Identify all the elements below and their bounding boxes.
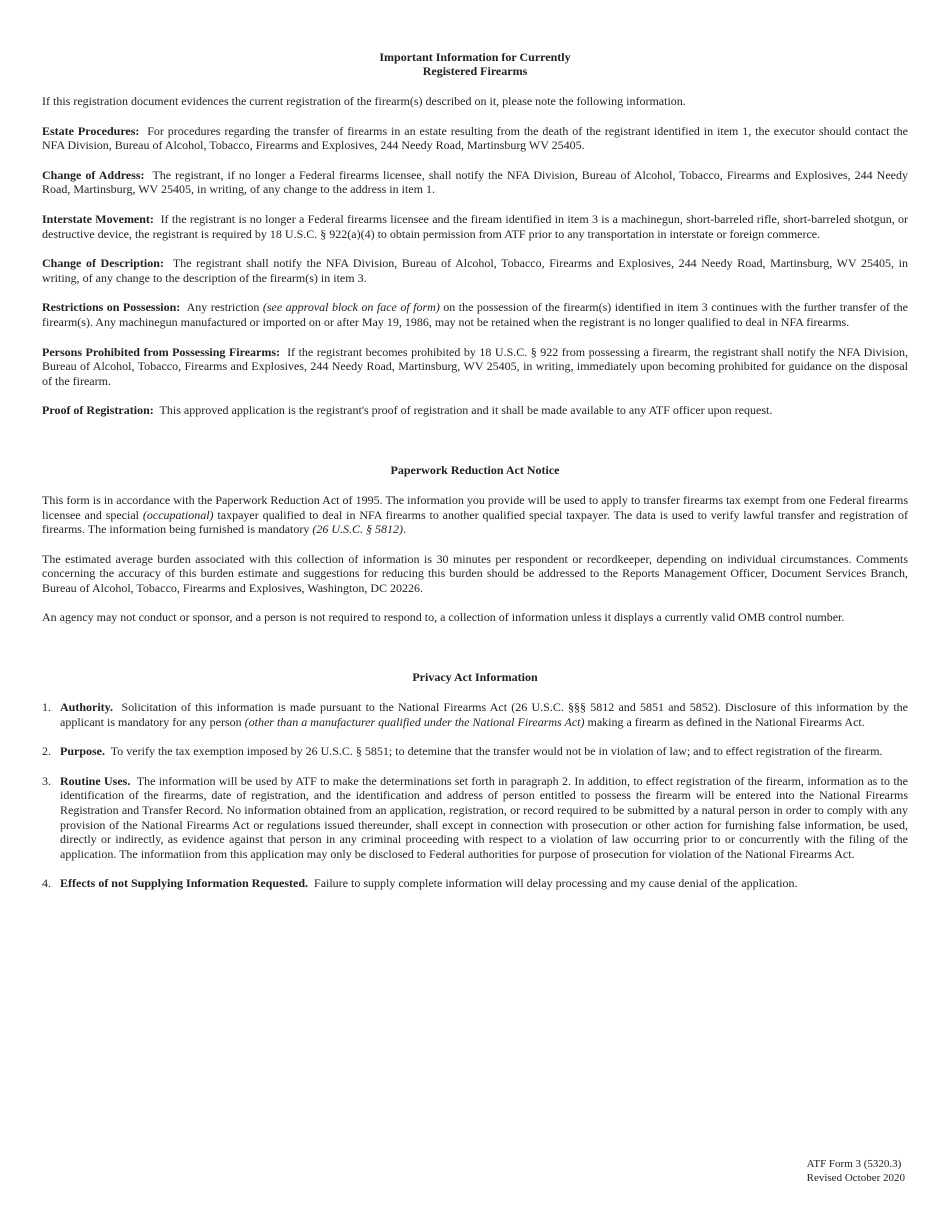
revision-date: Revised October 2020 bbox=[806, 1171, 905, 1184]
interstate-movement-label: Interstate Movement: bbox=[42, 211, 154, 226]
change-of-description-paragraph bbox=[42, 256, 908, 285]
privacy-act-list bbox=[42, 700, 908, 891]
paperwork-reduction-title: Paperwork Reduction Act Notice bbox=[390, 462, 560, 477]
important-info-title bbox=[42, 50, 908, 78]
important-info-title-line2: Registered Firearms bbox=[422, 64, 528, 78]
effects-label: Effects of not Supplying Information Requested. bbox=[60, 876, 309, 891]
persons-prohibited-paragraph bbox=[42, 345, 908, 389]
privacy-item-purpose bbox=[42, 744, 908, 759]
authority-text-a: Solicitation of this information is made pursuant to the National Firearms Act (26 U.S.C. §§§ 5812 and 5851 and 5852). Disclosure of this information by the applicant is mandatory for any person bbox=[60, 700, 909, 729]
proof-of-registration-paragraph bbox=[42, 403, 908, 418]
document-page bbox=[42, 50, 908, 906]
paperwork-p1-text-c: . bbox=[403, 522, 407, 537]
paperwork-p1-italic-citation: (26 U.S.C. § 5812) bbox=[312, 522, 404, 537]
restrictions-paragraph bbox=[42, 300, 908, 329]
paperwork-paragraph-1 bbox=[42, 493, 908, 537]
authority-text-b: making a firearm as defined in the National Firearms Act. bbox=[587, 714, 865, 729]
change-of-address-label: Change of Address: bbox=[42, 167, 145, 182]
privacy-item-number: 2. bbox=[42, 744, 51, 759]
paperwork-p1-italic-occupational: (occupational) bbox=[142, 507, 214, 522]
privacy-act-title: Privacy Act Information bbox=[412, 670, 538, 685]
purpose-text: To verify the tax exemption imposed by 26 U.S.C. § 5851; to detemine that the transfer would not be in violation of law; and to effect registration of the firearm. bbox=[110, 744, 883, 759]
effects-text: Failure to supply complete information will delay processing and my cause denial of the application. bbox=[314, 876, 798, 891]
estate-procedures-label: Estate Procedures: bbox=[42, 123, 140, 138]
important-info-title-line1: Important Information for Currently bbox=[379, 50, 571, 64]
interstate-movement-text: If the registrant is no longer a Federal firearms licensee and the fiream identified in item 3 is a machinegun, short-barreled rifle, short-barreled shotgun, or destructive device, the registrant is required by 18 U.S.C. § 922(a)(4) to obtain permission from ATF prior to any transportation in interstate or foreign commerce. bbox=[42, 211, 909, 241]
restrictions-text-a: Any restriction bbox=[186, 300, 260, 315]
important-info-intro: If this registration document evidences the current registration of the firearm(s) described on it, please note the following information. bbox=[42, 94, 686, 108]
privacy-item-routine-uses bbox=[42, 774, 908, 862]
estate-procedures-text: For procedures regarding the transfer of firearms in an estate resulting from the death of the registrant identified in item 1, the executor should contact the NFA Division, Bureau of Alcohol, Tobacco, Firearms and Explosives, 244 Needy Road, Martinsburg WV 25405. bbox=[42, 123, 908, 153]
paperwork-p1-text-a: This form is in accordance with the Paperwork Reduction Act of 1995. The information you provide will be used to apply to transfer firearms tax exempt from one Federal firearms licensee and special bbox=[42, 492, 908, 522]
privacy-item-body bbox=[60, 774, 908, 862]
estate-procedures-paragraph bbox=[42, 124, 908, 153]
interstate-movement-paragraph bbox=[42, 212, 908, 241]
authority-italic: (other than a manufacturer qualified under the National Firearms Act) bbox=[244, 714, 585, 729]
purpose-label: Purpose. bbox=[60, 744, 105, 759]
persons-prohibited-label: Persons Prohibited from Possessing Firearms: bbox=[42, 344, 281, 359]
form-number: ATF Form 3 (5320.3) bbox=[806, 1158, 902, 1170]
form-footer bbox=[807, 1158, 905, 1185]
proof-of-registration-label: Proof of Registration: bbox=[42, 403, 154, 418]
paperwork-paragraph-3: An agency may not conduct or sponsor, and a person is not required to respond to, a collection of information unless it displays a currently valid OMB control number. bbox=[42, 610, 845, 625]
restrictions-italic: (see approval block on face of form) bbox=[262, 300, 440, 315]
proof-of-registration-text: This approved application is the registrant's proof of registration and it shall be made available to any ATF officer upon request. bbox=[159, 403, 773, 418]
restrictions-text-b: on the possession of the firearm(s) identified in item 3 continues with the further transfer of the firearm(s). Any machinegun manufactured or imported on or after May 19, 1986, may not be retained when the registrant is no longer qualified to deal in NFA firearms. bbox=[42, 300, 908, 329]
change-of-address-text: The registrant, if no longer a Federal firearms licensee, shall notify the NFA Division, Bureau of Alcohol, Tobacco, Firearms and Explosives, 244 Needy Road, Martinsburg, WV 25405, in writing, of any change to the address in item 1. bbox=[42, 167, 908, 197]
change-of-description-label: Change of Description: bbox=[42, 256, 164, 271]
paperwork-paragraph-2: The estimated average burden associated with this collection of information is 30 minutes per respondent or recordkeeper, depending on individual circumstances. Comments concerning the accuracy of this burden estimate and suggestions for reducing this burden should be addressed to the Reports Management Officer, Document Services Branch, Bureau of Alcohol, Tobacco, Firearms and Explosives, Washington, DC 20226. bbox=[42, 551, 908, 595]
privacy-item-effects bbox=[42, 876, 908, 891]
routine-uses-label: Routine Uses. bbox=[60, 773, 131, 788]
persons-prohibited-text: If the registrant becomes prohibited by 18 U.S.C. § 922 from possessing a firearm, the registrant shall notify the NFA Division, Bureau of Alcohol, Tobacco, Firearms and Explosives, 244 Needy Road, Martinsburg, WV 25405, in writing, immediately upon becoming prohibited for guidance on the disposal of the firearm. bbox=[42, 344, 908, 388]
routine-uses-text: The information will be used by ATF to make the determinations set forth in paragraph 2. In addition, to effect registration of the firearm, information as to the identification of the firearms, date of registration, and the identification and address of person entitled to possess the firearm will be entered into the National Firearms Registration and Transfer Record. No information obtained from an application, registration, or record required to be submitted by a natural person in order to comply with any provision of the National Firearms Act or regulations issued thereunder, shall except in connection with prosecution or other action for furnishing false information, be used, directly or indirectly, as evidence against that person in any criminal proceeding with respect to a violation of law occurring prior to or concurrently with the filing of the application. The informatiion from this application may only be disclosed to Federal authorities for purpose of prosecution for violation of the National Firearms Act. bbox=[60, 773, 908, 861]
privacy-item-body bbox=[60, 876, 908, 891]
privacy-item-body bbox=[60, 700, 908, 729]
change-of-description-text: The registrant shall notify the NFA Division, Bureau of Alcohol, Tobacco, Firearms and Explosives, 244 Needy Road, Martinsburg, WV 25405, in writing, of any change to the description of the firearm(s) in item 3. bbox=[42, 256, 908, 285]
paperwork-p1-text-b: taxpayer qualified to deal in NFA firearms to another qualified special taxpayer. The data is used to verify lawful transfer and registration of firearms. The information being furnished is mandatory bbox=[42, 507, 909, 537]
restrictions-label: Restrictions on Possession: bbox=[42, 300, 181, 315]
privacy-item-body bbox=[60, 744, 908, 759]
change-of-address-paragraph bbox=[42, 168, 908, 197]
privacy-item-number: 1. bbox=[42, 700, 51, 715]
privacy-item-number: 3. bbox=[42, 773, 51, 788]
privacy-item-number: 4. bbox=[42, 876, 51, 891]
authority-label: Authority. bbox=[60, 700, 114, 715]
privacy-item-authority bbox=[42, 700, 908, 729]
